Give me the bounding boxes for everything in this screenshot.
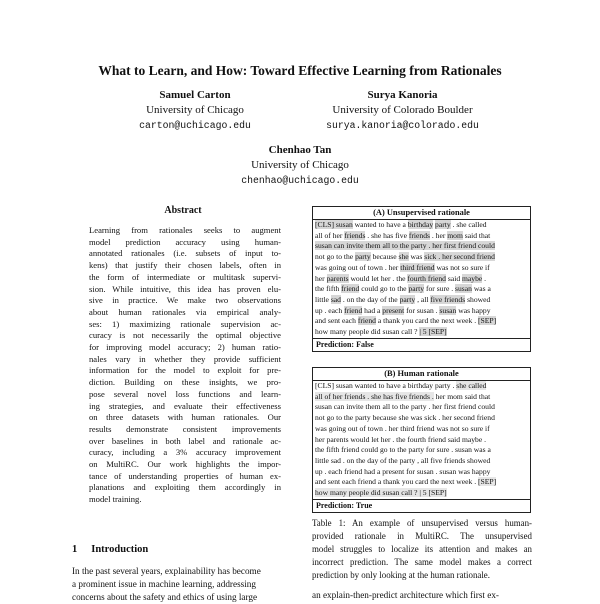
abstract-body [89,225,281,506]
token: [CLS] susan wanted to have a birthday party . [315,381,457,390]
abstract-line: sive in practice. We make two observations [89,295,281,306]
panel-a-text [313,220,530,338]
token: was going out of town . her [315,262,401,272]
highlighted-token: sick [424,252,437,262]
highlighted-token: she called [456,381,487,390]
highlighted-token: susan [335,220,353,229]
abstract-line: on three datasets with human rationales. Our [89,412,281,423]
highlighted-token: how many people did susan call ? | 5 [SEP] [315,488,447,498]
rationale-line [315,413,528,424]
token: her parents would let her . the fourth friend said maybe . [315,434,487,444]
token: up . each friend had a present for susan . susan was happy [315,466,491,476]
token: her mom said that [433,391,491,401]
intro-line: a prominent issue in machine learning, addressing [72,579,256,589]
author-name: Surya Kanoria [367,89,438,101]
highlighted-token: fourth friend [407,273,446,283]
rationale-line [315,381,528,392]
caption-line: incorrect prediction. The same model makes a correct [312,557,532,567]
rationale-line [315,467,528,478]
rationale-line [315,477,528,488]
token: could go to the [359,284,409,294]
panel-b-text [313,381,530,499]
introduction-heading [72,544,148,555]
author-affiliation: University of Colorado Boulder [332,104,473,116]
panel-a-heading: (A) Unsupervised rationale [313,207,530,220]
token: not go to the [315,252,356,262]
rationale-line [315,295,528,306]
rationale-line [315,402,528,413]
highlighted-token: friends [344,230,366,240]
highlighted-token: susan [455,284,472,294]
rationale-line [315,424,528,435]
rationale-line [315,263,528,274]
rationale-line [315,488,528,499]
abstract-line: on MultiRC. Our work highlights the impor- [89,459,281,470]
abstract-line: model prediction accuracy using human- [89,236,281,247]
token: little [315,294,331,304]
token: was going out of town . her third friend was not so sure if [315,423,490,433]
caption-line: Table 1: An example of unsupervised versus human- [312,518,532,528]
rationale-line [315,316,528,327]
highlighted-token: third friend [400,262,435,272]
highlighted-token: maybe [462,273,483,283]
author-affiliation: University of Chicago [251,159,349,171]
token: , all [415,294,431,304]
rationale-line [315,327,528,338]
abstract-line: for improving model accuracy; 2) human ratio- [89,342,281,353]
token: . she has five [365,230,409,240]
author-email[interactable]: chenhao@uchicago.edu [241,175,359,186]
token: not go to the party because she was sick . her second friend [315,413,495,423]
abstract-line: the form of intermediate or multitask supervi- [89,271,281,282]
highlighted-token: all of her friends . she has five friends . [315,391,434,401]
intro-line: In the past several years, explainability has become [72,566,261,576]
abstract-line: results demonstrate consistent improvements [89,423,281,434]
token: and sent each friend a thank you card the next week . [315,477,478,487]
highlighted-token: friend [341,284,360,294]
abstract-line: nales vary in whether they provide sufficient [89,353,281,364]
rationale-line [315,241,528,252]
abstract-line: about human rationales via empirical analy- [89,306,281,317]
highlighted-token: susan [439,305,457,315]
highlighted-token: present [382,305,405,315]
token: . her [429,230,448,240]
abstract-line: Learning from rationales seeks to augment [89,225,281,235]
highlighted-token: . her second friend [436,252,495,262]
rationale-line [315,445,528,456]
rationale-line [315,231,528,242]
abstract-line: model training. [89,494,142,505]
rationale-line [315,252,528,263]
token: up . each [315,305,345,315]
introduction-body [72,565,294,604]
highlighted-token: [CLS] [315,220,336,229]
panel-b-heading: (B) Human rationale [313,368,530,381]
panel-b-prediction: Prediction: True [313,499,530,512]
token: was not so sure if [434,262,490,272]
highlighted-token: parents [326,273,349,283]
highlighted-token: party [355,252,371,262]
token: all of her [315,230,345,240]
token: for sure . [424,284,456,294]
token: . on the day of the [340,294,400,304]
token: said [445,273,463,283]
author-block-1 [110,88,280,133]
highlighted-token: party [408,284,425,294]
token: how many people did susan call ? [315,327,420,337]
token: because [370,252,399,262]
highlighted-token: party [410,241,427,251]
token: had a [362,305,383,315]
highlighted-token: [SEP] [478,316,497,326]
caption-line: prediction by only looking at the human rationale. [312,570,490,580]
highlighted-token: party [399,294,416,304]
rationale-line [315,435,528,446]
highlighted-token: [SEP] [478,477,497,487]
author-affiliation: University of Chicago [146,104,244,116]
abstract-line: curacy is not necessarily the optimal objective [89,330,281,341]
token: said that [462,230,491,240]
table-caption [312,517,532,582]
author-block-2 [290,88,515,133]
token: for susan . [404,305,440,315]
highlighted-token: party [435,220,451,229]
author-block-3 [200,143,400,188]
section-number: 1 [72,544,78,555]
abstract-line: planations and exploiting them accordingly in [89,482,281,493]
highlighted-token: friend [357,316,376,326]
highlighted-token: friends [408,230,430,240]
rationale-line [315,392,528,403]
abstract-line: ses: 1) maximizing rationale supervision ac- [89,318,281,329]
paper-title: What to Learn, and How: Toward Effective Learning from Rationales [98,63,502,78]
token: a thank you card the next week . [375,316,479,326]
intro-line: concerns about the safety and ethics of using large [72,592,258,602]
token: was a [471,284,491,294]
token: . [482,273,487,283]
token: wanted to have a [352,220,408,229]
highlighted-token: sad [330,294,341,304]
rationale-line [315,274,528,285]
abstract-line: diction. Building on these insights, we pro- [89,377,281,388]
token: little sad . on the day of the party , all five friends showed [315,455,491,465]
token: was [408,252,425,262]
rationale-line [315,306,528,317]
highlighted-token: . her first friend could [426,241,495,251]
highlighted-token: susan can invite them all to the [315,241,411,251]
abstract-line: annotated rationales (i.e. subsets of input to- [89,248,281,259]
highlighted-token: mom [447,230,463,240]
highlighted-token: five friends [430,294,466,304]
highlighted-token: birthday [407,220,434,229]
abstract-line: information for the model to exploit for pre- [89,365,281,376]
abstract-line: ing strategies, and evaluate their effectiveness [89,400,281,411]
rationale-line [315,284,528,295]
abstract-line: pose several novel loss functions and learn- [89,388,281,399]
token: the fifth friend could go to the party for sure . susan was a [315,445,491,455]
author-email[interactable]: carton@uchicago.edu [139,120,251,131]
token: her [315,273,327,283]
abstract-heading: Abstract [164,205,202,216]
token: would let her . the [348,273,408,283]
abstract-line: over baselines in both label and rationale ac- [89,435,281,446]
highlighted-token: | 5 [SEP] [419,327,447,337]
abstract-line: tance of understanding properties of human ex- [89,470,281,481]
author-email[interactable]: surya.kanoria@colorado.edu [326,120,479,131]
panel-a-prediction: Prediction: False [313,338,530,351]
caption-line: model struggles to localize its attention and makes an [312,544,532,554]
token: was happy [456,305,491,315]
abstract-line: sion. While intuitive, this idea has proven elu- [89,283,281,294]
token: the fifth [315,284,342,294]
rationale-line [315,456,528,467]
abstract-line: curacy, including a 3% accuracy improvement [89,447,281,458]
highlighted-token: she [398,252,409,262]
rationale-line [315,220,528,231]
token: showed [465,294,491,304]
caption-line: provided rationale in MultiRC. The unsupervised [312,531,532,541]
figure-panel-a [312,206,531,352]
highlighted-token: friend [344,305,363,315]
token: and sent each [315,316,358,326]
token: susan can invite them all to the party . her first friend could [315,402,495,412]
abstract-line: kens) that justify their chosen labels, often in [89,260,281,271]
section-title: Introduction [91,544,149,555]
author-name: Chenhao Tan [268,144,332,156]
right-column-text: an explain-then-predict architecture which first ex- [312,590,499,600]
figure-panel-b [312,367,531,513]
token: . she called [450,220,487,229]
author-name: Samuel Carton [159,89,231,101]
